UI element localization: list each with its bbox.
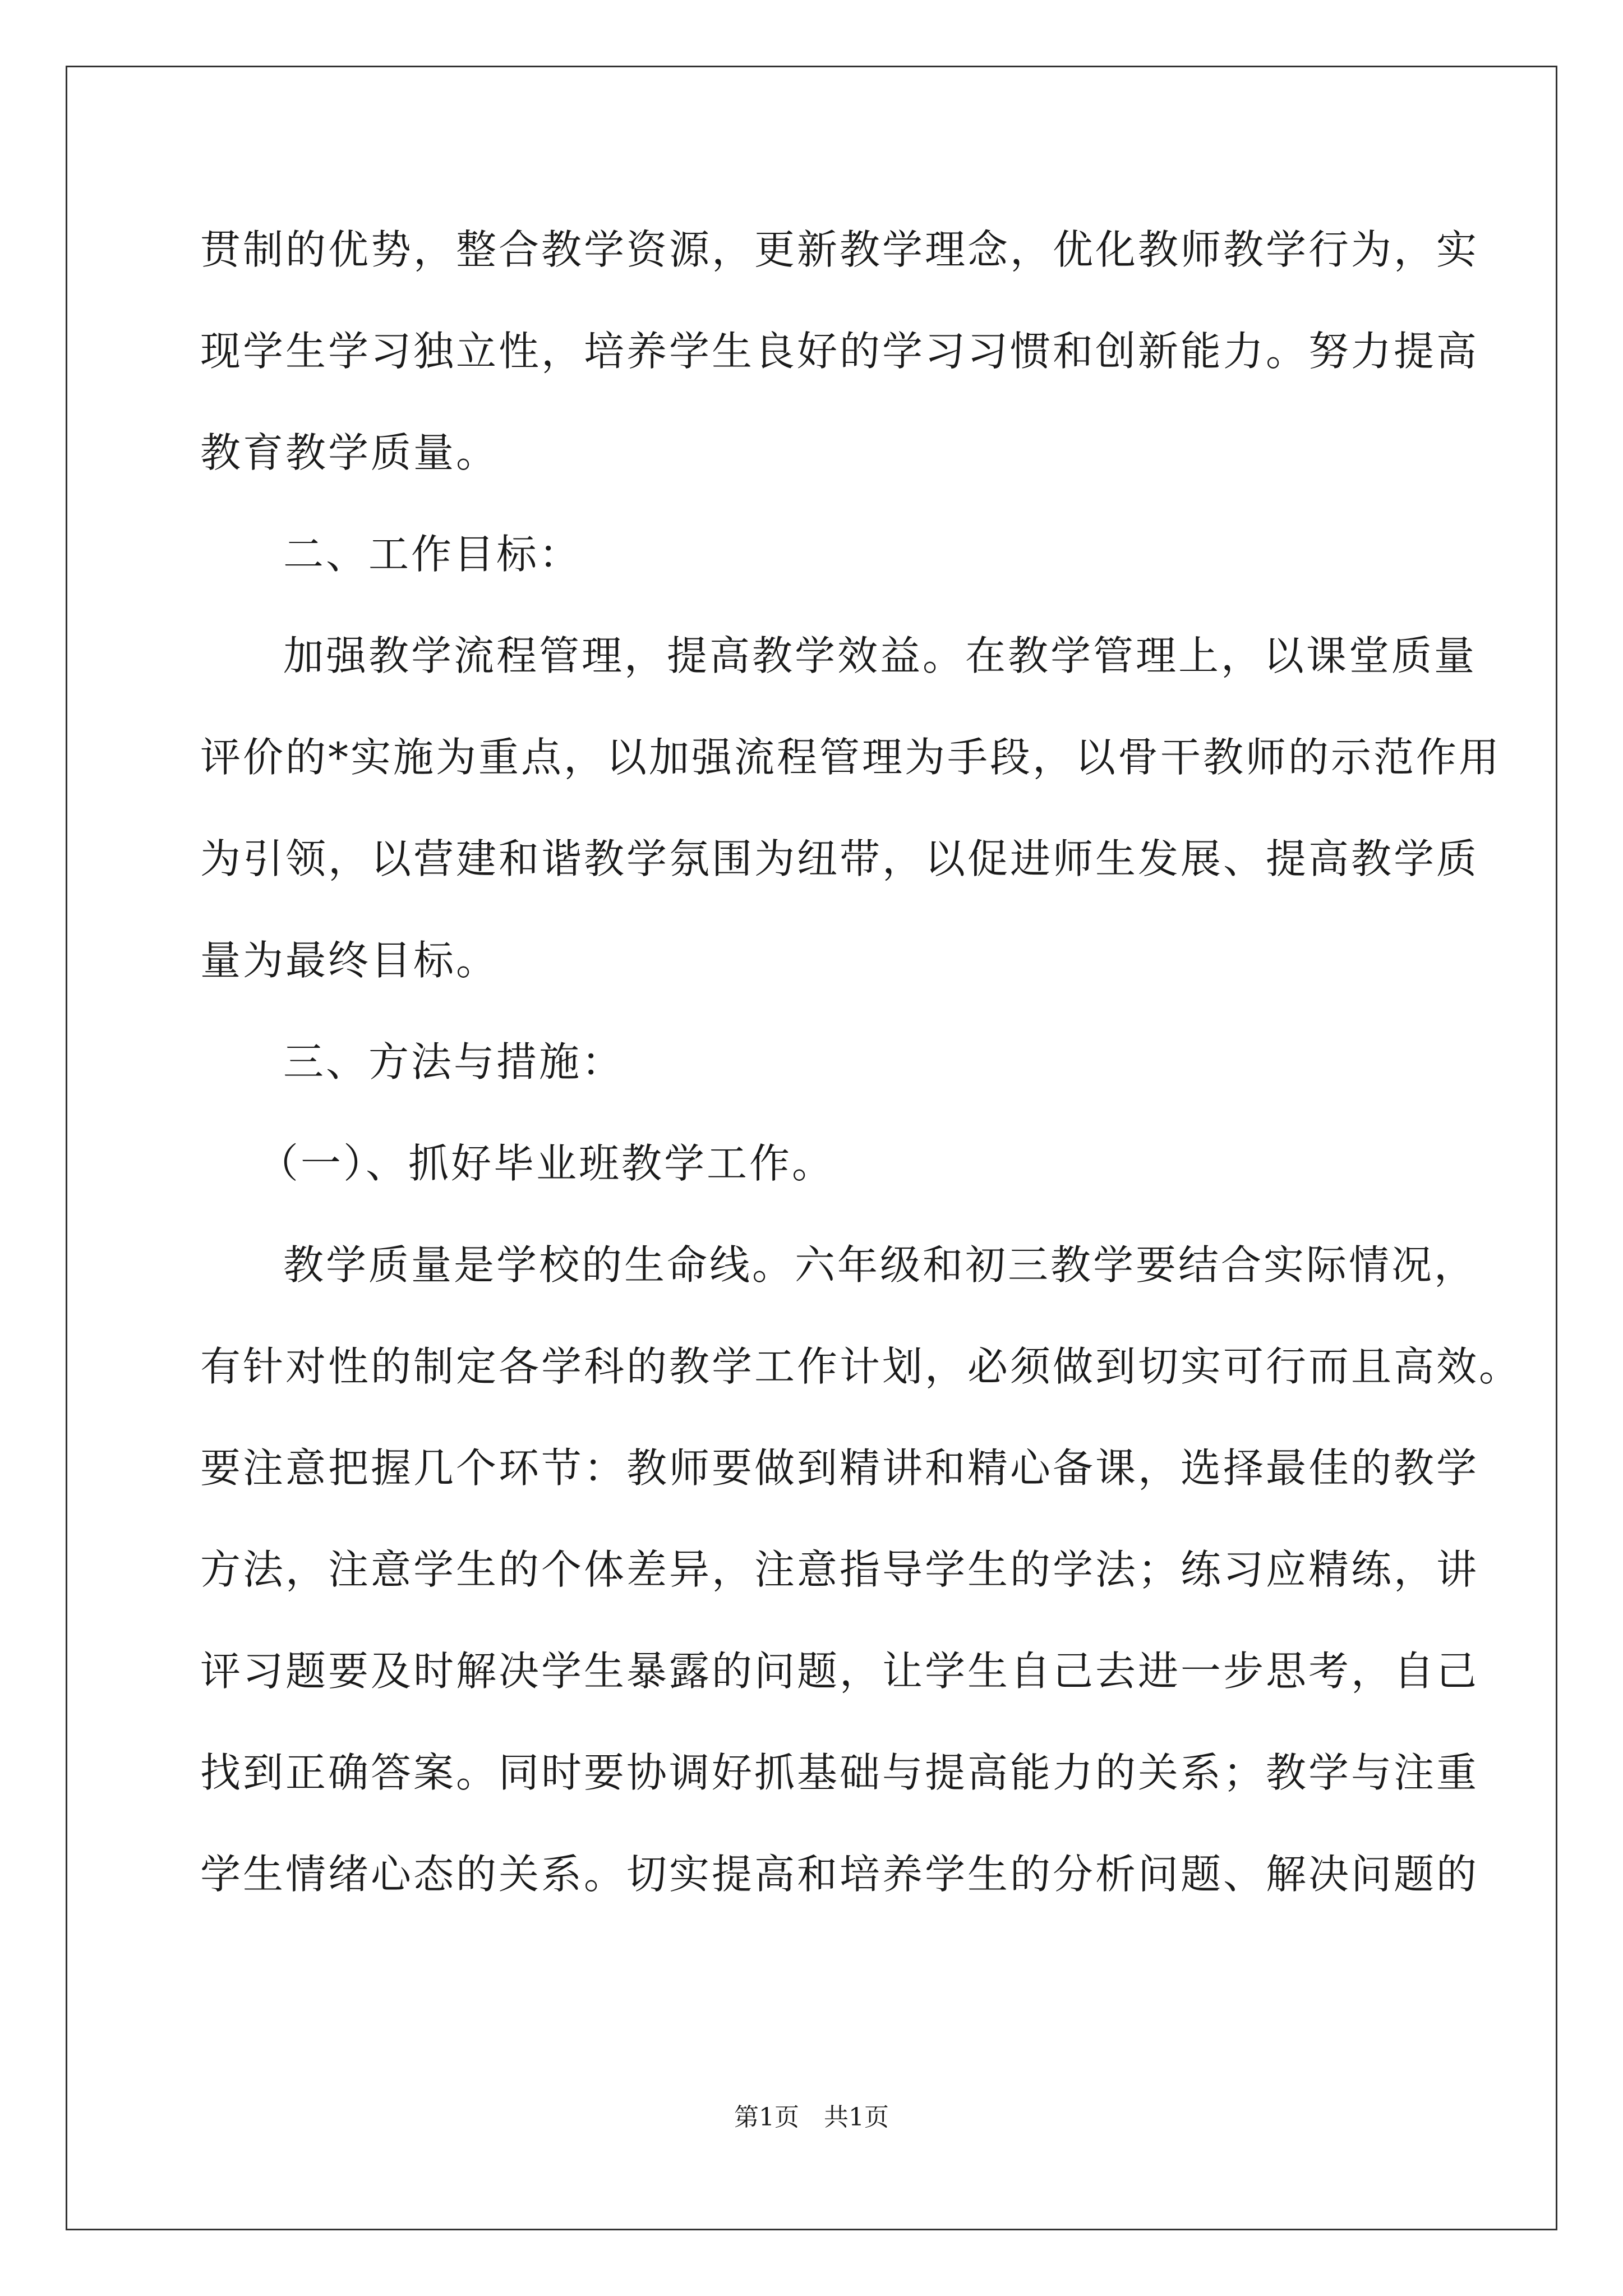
text-line: 找到正确答案。同时要协调好抓基础与提高能力的关系；教学与注重 bbox=[200, 1749, 1479, 1796]
text-line: 方法，注意学生的个体差异，注意指导学生的学法；练习应精练，讲 bbox=[200, 1546, 1479, 1593]
section-heading: 三、方法与措施： bbox=[283, 1038, 625, 1085]
text-line: 量为最终目标。 bbox=[200, 937, 499, 984]
page-footer: 第1页 共1页 bbox=[734, 2103, 889, 2132]
text-line: 有针对性的制定各学科的教学工作计划，必须做到切实可行而且高效。 bbox=[200, 1343, 1522, 1390]
subsection-heading: （一）、抓好毕业班教学工作。 bbox=[258, 1140, 835, 1187]
text-line: 教学质量是学校的生命线。六年级和初三教学要结合实际情况， bbox=[283, 1241, 1477, 1289]
text-line: 评习题要及时解决学生暴露的问题，让学生自己去进一步思考，自己 bbox=[200, 1648, 1479, 1695]
section-heading: 二、工作目标： bbox=[283, 531, 582, 578]
text-line: 现学生学习独立性，培养学生良好的学习习惯和创新能力。努力提高 bbox=[200, 328, 1479, 375]
text-line: 学生情绪心态的关系。切实提高和培养学生的分析问题、解决问题的 bbox=[200, 1851, 1479, 1898]
text-line: 贯制的优势，整合教学资源，更新教学理念，优化教师教学行为，实 bbox=[200, 226, 1479, 273]
text-line: 加强教学流程管理，提高教学效益。在教学管理上，以课堂质量 bbox=[283, 632, 1477, 679]
text-line: 评价的*实施为重点，以加强流程管理为手段，以骨干教师的示范作用 bbox=[200, 734, 1502, 781]
text-line: 为引领，以营建和谐教学氛围为纽带，以促进师生发展、提高教学质 bbox=[200, 835, 1479, 882]
text-line: 教育教学质量。 bbox=[200, 429, 499, 476]
text-line: 要注意把握几个环节：教师要做到精讲和精心备课，选择最佳的教学 bbox=[200, 1444, 1479, 1492]
